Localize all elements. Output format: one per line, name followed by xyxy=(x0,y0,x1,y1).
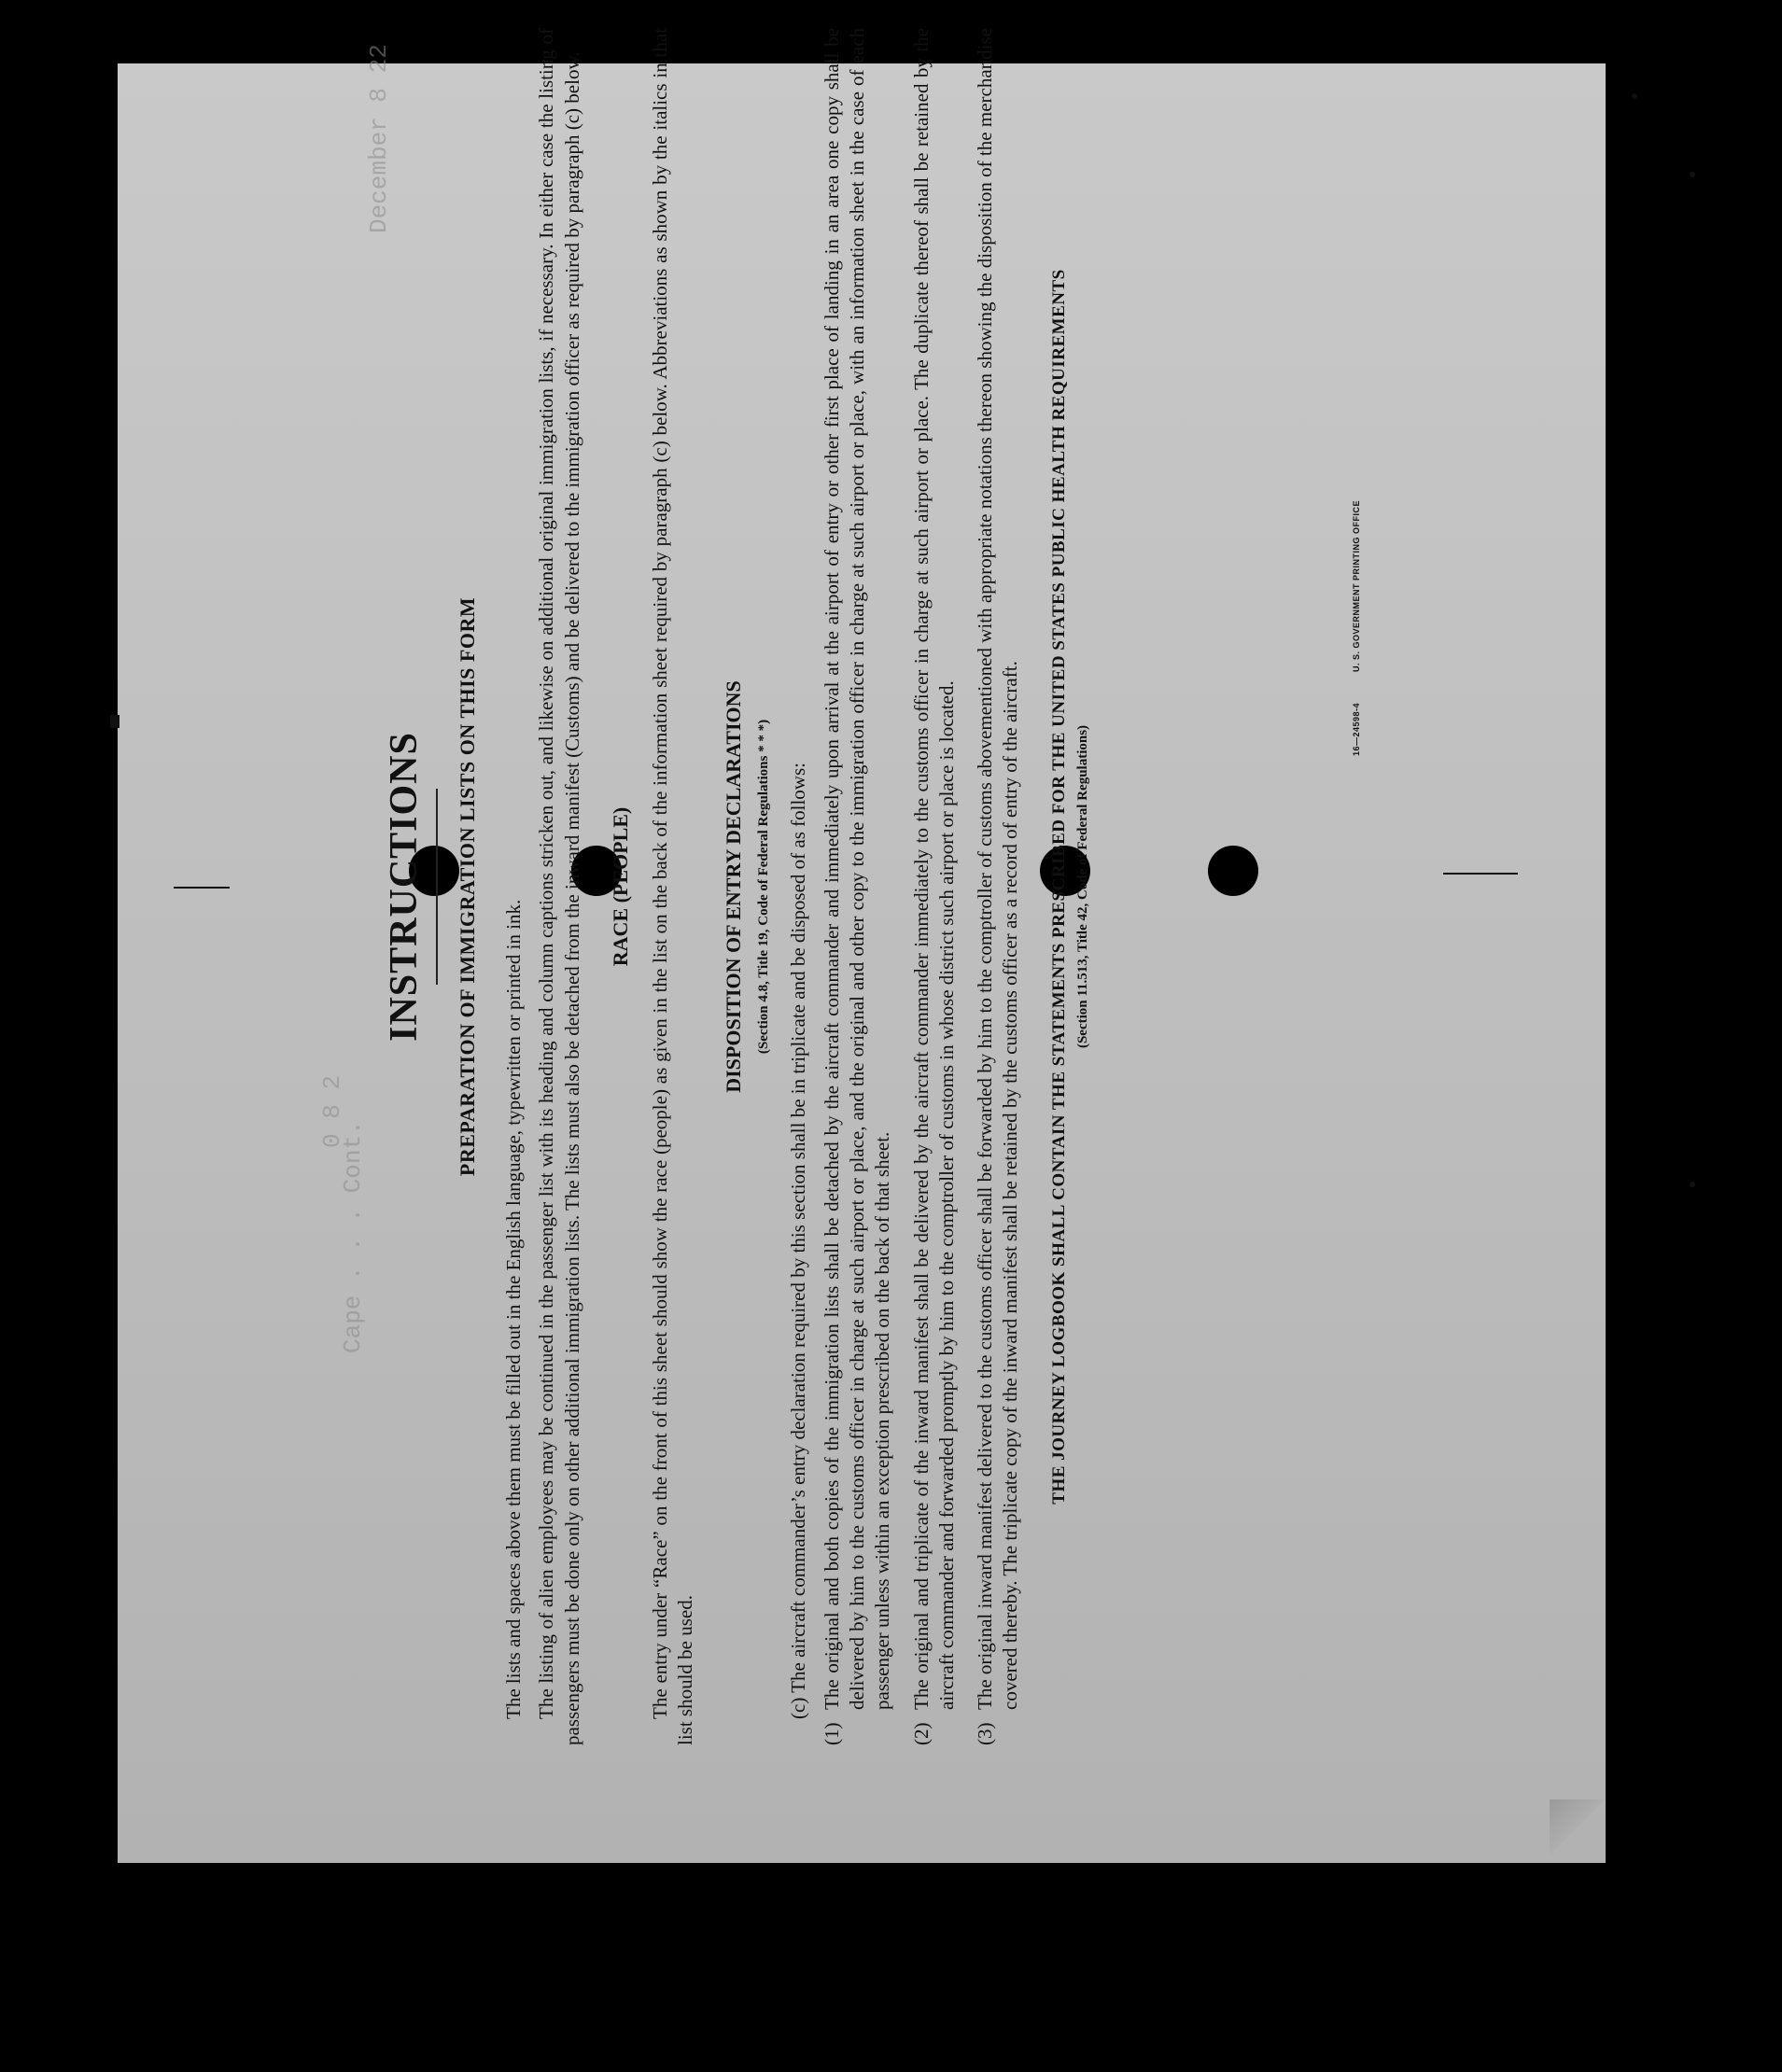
list-item-text: The original inward manifest delivered to the customs officer shall be forwarded by him to the comptroller of customs abovementioned with appropriate notations thereon showing the disposition of the merchandise covered thereby. The triplicate copy of the inward manifest shall be retained by the customs officer as a record of entry of the aircraft. xyxy=(974,28,1022,1710)
list-item xyxy=(820,28,896,1745)
list-item xyxy=(909,28,961,1745)
list-item-number: (3) xyxy=(974,1722,997,1745)
page-title: INSTRUCTIONS xyxy=(383,732,426,1042)
section-heading-disposition: DISPOSITION OF ENTRY DECLARATIONS xyxy=(722,680,746,1093)
show-through-text: 0 8 2 xyxy=(318,1074,346,1148)
paragraph: (c) The aircraft commander’s entry declaration required by this section shall be in triplicate and be disposed of as follows: xyxy=(787,763,810,1719)
list-item-text: The original and triplicate of the inward manifest shall be delivered by the aircraft commander immediately to the customs officer in charge at such airport or place. The duplicate thereof shall be retained by the aircraft commander and forwarded promptly by him to the comptroller of customs in whose district such airport or place is located. xyxy=(909,28,958,1710)
section-heading-preparation: PREPARATION OF IMMIGRATION LISTS ON THIS FORM xyxy=(455,596,479,1177)
paragraph: The entry under “Race” on the front of this sheet should show the race (people) as given in the list on the back of the information sheet required by paragraph (c) below. Abbreviations as shown by the italics in that list should be used. xyxy=(648,28,696,1745)
speck xyxy=(1632,93,1637,99)
section-heading-race: RACE (PEOPLE) xyxy=(609,806,633,967)
list-item-number: (1) xyxy=(820,1722,843,1745)
show-through-text: December 8 22 xyxy=(365,44,393,233)
list-item-text: The original and both copies of the immigration lists shall be detached by the aircraft commander and immediately upon arrival at the airport of entry or other first place of landing in an area one copy shall be delivered by him to the customs officer in charge at such airport or place, and the original and other copy to the immigration officer in charge at such airport or place, with an information sheet in the case of each passenger unless within an exception prescribed on the back of that sheet. xyxy=(820,28,894,1710)
speck xyxy=(1690,172,1695,177)
paragraph: The lists and spaces above them must be filled out in the English language, typewritten or printed in ink. xyxy=(502,899,526,1719)
list-item xyxy=(973,28,1024,1745)
footer-heading: THE JOURNEY LOGBOOK SHALL CONTAIN THE STATEMENTS PRESCRIBED FOR THE UNITED STATES PUBLIC HEALTH REQUIREMENTS xyxy=(1048,269,1069,1505)
margin-mark xyxy=(1443,873,1518,875)
margin-mark xyxy=(174,887,230,889)
citation: (Section 4.8, Title 19, Code of Federal Regulations * * *) xyxy=(755,719,771,1055)
margin-mark xyxy=(110,715,119,728)
form-number: 16—24598-4 xyxy=(1352,702,1361,756)
speck xyxy=(1690,1182,1695,1187)
printer-imprint: U. S. GOVERNMENT PRINTING OFFICE xyxy=(1352,499,1361,672)
rotated-text-block xyxy=(318,28,1410,1745)
paragraph: The listing of alien employees may be continued in the passenger list with its heading and column captions stricken out, and likewise on additional original immigration lists, if necessary. In either case the listing of passengers must be done only on other additional immigration lists. The lists must also be detached from the inward manifest (Customs) and be delivered to the immigration officer as required by paragraph (c) below. xyxy=(535,28,583,1745)
footer-citation: (Section 11.513, Title 42, Code of Federal Regulations) xyxy=(1075,724,1091,1049)
show-through-text: Cape . . . Cont. xyxy=(339,1120,367,1353)
list-item-number: (2) xyxy=(909,1722,933,1745)
title-underline xyxy=(436,789,438,985)
